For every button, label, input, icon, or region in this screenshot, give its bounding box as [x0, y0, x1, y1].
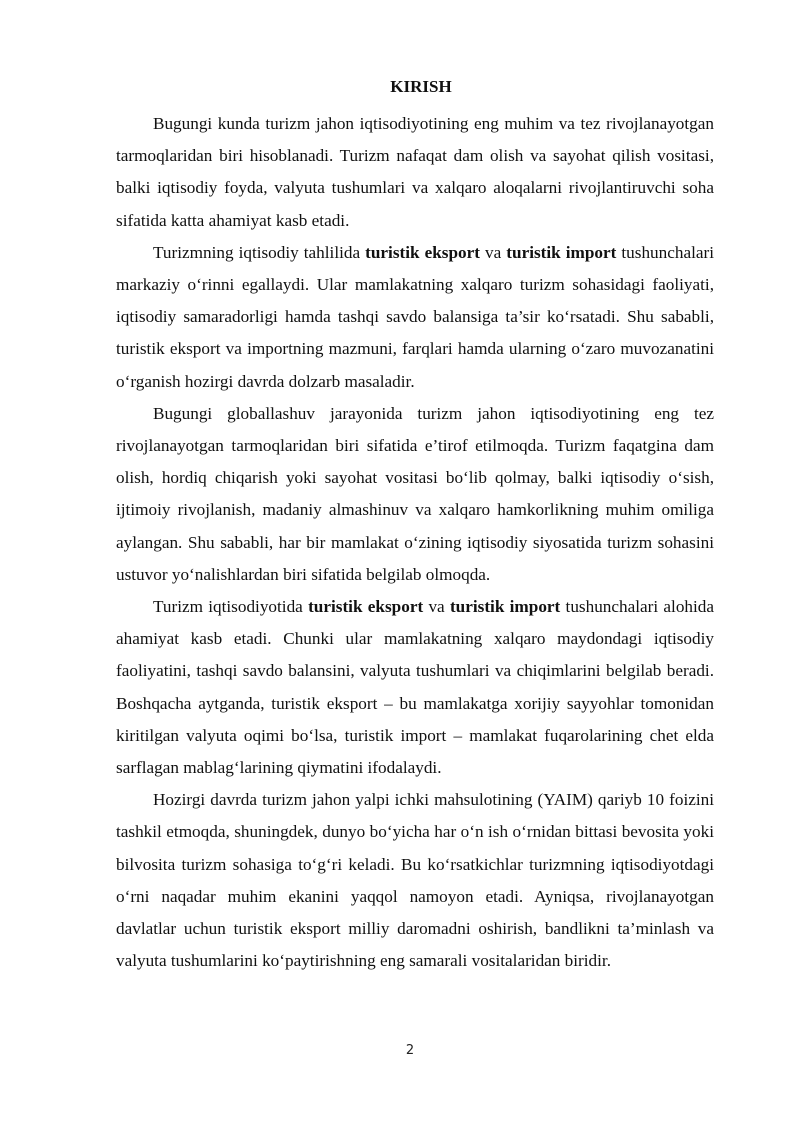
paragraph-1: Bugungi kunda turizm jahon iqtisodiyotining eng muhim va tez rivojlanayotgan tarmoqlaridan biri hisoblanadi. Turizm nafaqat dam olish va sayohat qilish vositasi, balki iqtisodiy foyda, valyuta tushumlari va xalqaro aloqalarni rivojlantiruvchi soha sifatida katta ahamiyat kasb etadi. — [116, 114, 714, 230]
paragraph-4-text-c: tushunchalari alohida ahamiyat kasb etadi. Chunki ular mamlakatning xalqaro maydondagi iqtisodiy faoliyatini, tashqi savdo balansini, valyuta tushumlari va chiqimlarini belgilab beradi. Boshqacha aytganda, turistik eksport – bu mamlakatga xorijiy sayyohlar tomonidan kiritilgan valyuta oqimi bo‘lsa, turistik import – mamlakat fuqarolarining chet elda sarflagan mablag‘larining qiymatini ifodalaydi. — [116, 597, 714, 778]
paragraph-2-text-a: Turizmning iqtisodiy tahlilida — [153, 242, 366, 262]
term-turistik-import: turistik import — [506, 242, 617, 262]
document-page — [116, 74, 714, 977]
paragraph-4-text-b: va — [423, 597, 450, 617]
term-turistik-eksport: turistik eksport — [365, 242, 480, 262]
section-title: KIRISH — [390, 77, 452, 96]
term-turistik-import-2: turistik import — [449, 597, 561, 617]
page-number: 2 — [405, 1043, 415, 1058]
paragraph-2-text-c: tushunchalari markaziy o‘rinni egallaydi. Ular mamlakatning xalqaro turizm sohasidagi faoliyati, iqtisodiy samaradorligi hamda tashqi savdo balansiga ta’sir ko‘rsatadi. Shu sababli, turistik eksport va importning mazmuni, farqlari hamda ularning o‘zaro muvozanatini o‘rganish hozirgi davrda dolzarb masaladir. — [116, 242, 715, 391]
paragraph-5: Hozirgi davrda turizm jahon yalpi ichki mahsulotining (YAIM) qariyb 10 foizini tashkil etmoqda, shuningdek, dunyo bo‘yicha har o‘n ish o‘rnidan bittasi bevosita yoki bilvosita turizm sohasiga to‘g‘ri keladi. Bu ko‘rsatkichlar turizmning iqtisodiyotdagi o‘rni naqadar muhim ekanini yaqqol namoyon etadi. Ayniqsa, rivojlanayotgan davlatlar uchun turistik eksport milliy daromadni oshirish, bandlikni ta’minlash va valyuta tushumlarini ko‘paytirishning eng samarali vositalaridan biridir. — [116, 790, 714, 971]
paragraph-4-text-a: Turizm iqtisodiyotida — [153, 597, 309, 617]
paragraph-2 — [116, 237, 714, 398]
paragraph-3: Bugungi globallashuv jarayonida turizm jahon iqtisodiyotining eng tez rivojlanayotgan tarmoqlaridan biri sifatida e’tirof etilmoqda. Turizm faqatgina dam olish, hordiq chiqarish yoki sayohat vositasi bo‘lib qolmay, balki iqtisodiy o‘sish, ijtimoiy rivojlanish, madaniy almashinuv va xalqaro hamkorlikning muhim omiliga aylangan. Shu sababli, har bir mamlakat o‘zining iqtisodiy siyosatida turizm sohasini ustuvor yo‘nalishlardan biri sifatida belgilab olmoqda. — [116, 403, 714, 584]
term-turistik-eksport-2: turistik eksport — [308, 597, 424, 617]
paragraph-4 — [116, 591, 714, 784]
paragraph-2-text-b: va — [480, 242, 507, 262]
